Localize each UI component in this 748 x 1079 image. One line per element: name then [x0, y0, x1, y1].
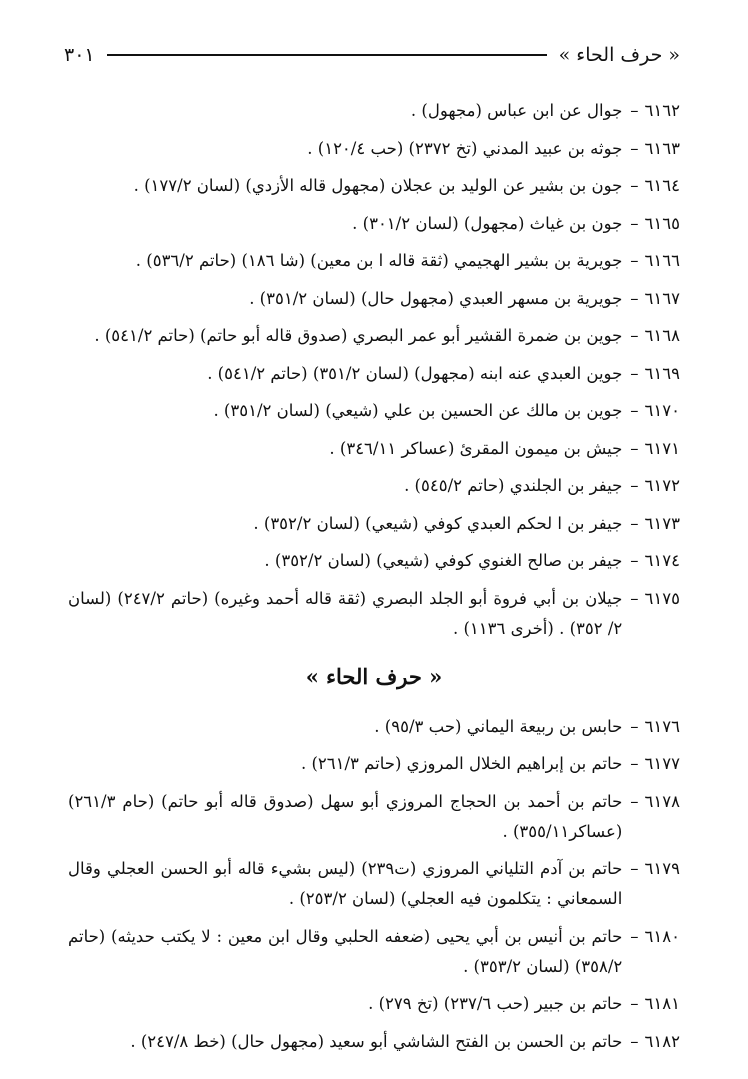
entry-dash: –: [630, 251, 639, 270]
entry-row: [68, 209, 680, 239]
entry-number: ٦١٧٥: [644, 588, 680, 608]
entry-dash: –: [630, 1031, 639, 1051]
entry-row: [68, 359, 680, 389]
entry-number: ٦١٧٤: [644, 551, 680, 570]
entry-number: ٦١٧٩: [644, 859, 680, 878]
entry-dash: –: [630, 401, 639, 420]
entry-row: [68, 854, 680, 914]
entry-dash: –: [630, 513, 639, 533]
entry-dash: –: [630, 716, 639, 736]
entry-text: جيفر بن الجلندي (حاتم ٥٤٥/٢) .: [404, 476, 623, 495]
entry-dash: –: [630, 859, 639, 878]
entry-text: جوثه بن عبيد المدني (تخ ٢٣٧٢) (حب ١٢٠/٤) .: [307, 138, 623, 158]
entry-row: [68, 546, 680, 576]
entry-dash: –: [630, 476, 639, 495]
entry-number: ٦١٦٩: [644, 363, 680, 383]
entry-dash: –: [630, 101, 639, 120]
entry-row: [68, 922, 680, 982]
entry-dash: –: [630, 754, 639, 773]
entry-number: ٦١٦٦: [644, 251, 680, 270]
entry-text: جيفر بن ا لحكم العبدي كوفي (شيعي) (لسان ٣٥٢/٢) .: [253, 513, 623, 533]
entries-list: [68, 96, 680, 1064]
entry-text: جيش بن ميمون المقرئ (عساكر ٣٤٦/١١) .: [329, 438, 623, 458]
entries-before-section: [68, 96, 680, 644]
entry-text: حاتم بن آدم التلياني المروزي (ت٢٣٩) (ليس بشيء قاله أبو الحسن العجلي وقال السمعاني : يتكلمون فيه العجلي) (لسان ٢٥٣/٢) .: [68, 859, 623, 908]
entry-text: حاتم بن جبير (حب ٢٣٧/٦) (تخ ٢٧٩) .: [368, 994, 623, 1013]
entry-dash: –: [630, 288, 639, 308]
entry-row: [68, 989, 680, 1019]
entry-number: ٦١٧٢: [644, 476, 680, 495]
entry-dash: –: [630, 551, 639, 570]
entry-text: حاتم بن أحمد بن الحجاج المروزي أبو سهل (صدوق قاله أبو حاتم) (حام ٢٦١/٣) (عساكر٣٥٥/١١) .: [68, 791, 623, 841]
entry-number: ٦١٦٨: [644, 326, 680, 345]
entry-text: جون بن بشير عن الوليد بن عجلان (مجهول قاله الأزدي) (لسان ١٧٧/٢) .: [133, 176, 623, 195]
section-heading: « حرف الحاء »: [305, 663, 443, 689]
entry-dash: –: [630, 326, 639, 345]
entry-row: [68, 171, 680, 201]
entry-number: ٦١٧٠: [644, 401, 680, 420]
entry-row: [68, 584, 680, 644]
entry-row: [68, 96, 680, 126]
entry-number: ٦١٦٥: [644, 213, 680, 233]
entry-number: ٦١٨٠: [644, 926, 680, 946]
entry-number: ٦١٧٧: [644, 754, 680, 773]
entry-row: [68, 246, 680, 276]
entry-text: حابس بن ربيعة اليماني (حب ٩٥/٣) .: [374, 716, 623, 736]
entry-text: جوين بن ضمرة القشير أبو عمر البصري (صدوق قاله أبو حاتم) (حاتم ٥٤١/٢) .: [94, 326, 623, 345]
entry-row: [68, 471, 680, 501]
entry-number: ٦١٦٢: [644, 101, 680, 120]
entry-dash: –: [630, 926, 639, 946]
entry-number: ٦١٨٢: [644, 1031, 680, 1051]
entry-row: [68, 396, 680, 426]
entry-dash: –: [630, 138, 639, 158]
entry-number: ٦١٧١: [644, 438, 680, 458]
entry-dash: –: [630, 176, 639, 195]
entry-text: جوين بن مالك عن الحسين بن علي (شيعي) (لسان ٣٥١/٢) .: [213, 401, 623, 420]
entry-dash: –: [630, 363, 639, 383]
entry-row: [68, 284, 680, 314]
running-title: « حرف الحاء »: [558, 44, 680, 66]
entry-number: ٦١٨١: [644, 994, 680, 1013]
entry-text: جيلان بن أبي فروة أبو الجلد البصري (ثقة قاله أحمد وغيره) (حاتم ٢٤٧/٢) (لسان ٢/ ٣٥٢) . (أخرى ١١٣٦) .: [68, 588, 623, 638]
entries-after-section: [68, 712, 680, 1057]
entry-row: [68, 749, 680, 779]
entry-row: [68, 712, 680, 742]
entry-text: جون بن غياث (مجهول) (لسان ٣٠١/٢) .: [352, 213, 623, 233]
entry-row: [68, 321, 680, 351]
entry-row: [68, 1027, 680, 1057]
entry-number: ٦١٧٦: [644, 716, 680, 736]
page-number: ٣٠١: [64, 44, 95, 66]
entry-number: ٦١٦٤: [644, 176, 680, 195]
entry-row: [68, 509, 680, 539]
entry-text: جيفر بن صالح الغنوي كوفي (شيعي) (لسان ٣٥٢/٢) .: [264, 551, 623, 570]
entry-row: [68, 134, 680, 164]
entry-text: جويرية بن مسهر العبدي (مجهول حال) (لسان ٣٥١/٢) .: [249, 288, 623, 308]
entry-dash: –: [630, 791, 639, 811]
entry-text: حاتم بن أنيس بن أبي يحيى (ضعفه الحلبي وقال ابن معين : لا يكتب حديثه) (حاتم ٣٥٨/٢) (لسان ٣٥٣/٢) .: [68, 926, 623, 976]
entry-text: جوين العبدي عنه ابنه (مجهول) (لسان ٣٥١/٢) (حاتم ٥٤١/٢) .: [207, 363, 623, 383]
entry-dash: –: [630, 994, 639, 1013]
entry-number: ٦١٧٣: [644, 513, 680, 533]
entry-dash: –: [630, 438, 639, 458]
entry-dash: –: [630, 213, 639, 233]
entry-row: [68, 434, 680, 464]
entry-text: حاتم بن الحسن بن الفتح الشاشي أبو سعيد (مجهول حال) (خط ٢٤٧/٨) .: [130, 1031, 623, 1051]
entry-row: [68, 787, 680, 847]
entry-number: ٦١٦٣: [644, 138, 680, 158]
entry-dash: –: [630, 588, 639, 608]
entry-text: جويرية بن بشير الهجيمي (ثقة قاله ا بن معين) (شا ١٨٦) (حاتم ٥٣٦/٢) .: [135, 251, 623, 270]
header-rule: [107, 54, 547, 56]
entry-text: حاتم بن إبراهيم الخلال المروزي (حاتم ٢٦١/٣) .: [300, 754, 623, 773]
entry-text: جوال عن ابن عباس (مجهول) .: [410, 101, 623, 120]
entry-number: ٦١٧٨: [644, 791, 680, 811]
page-header: [64, 40, 680, 70]
entry-number: ٦١٦٧: [644, 288, 680, 308]
